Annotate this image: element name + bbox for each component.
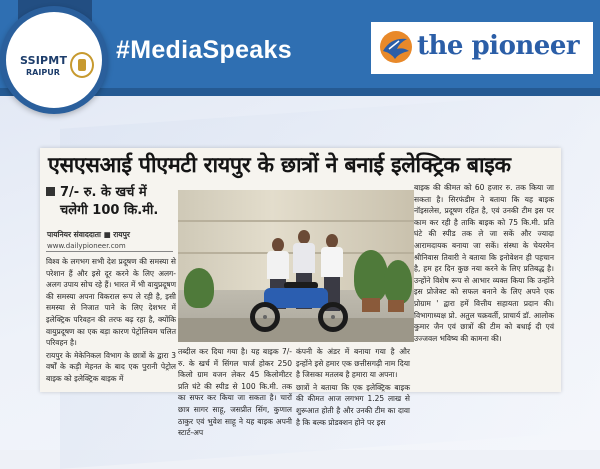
article-column-3 xyxy=(296,346,410,429)
divider xyxy=(46,251,173,252)
paragraph: विश्व के लगभग सभी देश प्रदूषण की समस्या से परेशान हैं और इसे दूर करने के लिए अलग-अलग उपाय सोच रहे हैं। भारत में भी वायुप्रदूषण की समस्या अपना विकराल रूप ले रही है, इसी समस्या से निजात पाने के लिए देशभर में इलेक्ट्रिक परिवहन की तरफ बढ़ रहा है, क्योंकि वायुप्रदूषण का एक बड़ा कारण पेट्रोलियम चलित परिवहन है। xyxy=(46,257,176,348)
pioneer-wordmark: the pioneer xyxy=(417,31,580,61)
floor xyxy=(178,318,414,342)
article-column-2 xyxy=(178,346,292,440)
ssipmt-logo xyxy=(0,6,108,114)
plant xyxy=(384,260,412,304)
paragraph: कंपनी के अंडर में बनाया गया है और इन्होंने इसे हमार एक छत्तीसगढ़ी नाम दिया है जिसका मतलब है हमारा या अपना। xyxy=(296,347,410,380)
article-byline: पायनियर संवाददाता ■ रायपुर xyxy=(47,230,130,239)
article-subhead xyxy=(46,182,172,232)
paragraph: छात्रों ने बताया कि एक इलेक्ट्रिक बाइक की कीमत आज लगभग 1.25 लाख से शुरूआत होती है और उनकी टीम का दावा है कि बल्क प्रोडक्शन होने पर इस xyxy=(296,382,410,427)
article-column-4 xyxy=(414,182,554,345)
square-bullet-icon xyxy=(46,187,55,196)
article-column-1 xyxy=(46,256,176,386)
newspaper-clipping xyxy=(40,148,561,438)
paragraph: रायपुर के मेकेनिकल विभाग के छात्रों के द्वारा 3 वर्षों के कड़ी मेहनत के बाद एक पुरानी पेट्रोल बाइक को इलेक्ट्रिक बाइक में xyxy=(46,350,176,383)
article-url: www.dailypioneer.com xyxy=(47,242,126,250)
bike-wheel xyxy=(318,302,348,332)
article-headline: एसएसआई पीएमटी रायपुर के छात्रों ने बनाई इलेक्ट्रिक बाइक xyxy=(48,153,511,178)
plant xyxy=(184,268,214,308)
subhead-line-1: 7/- रु. के खर्च में xyxy=(60,185,147,200)
article-photo xyxy=(178,190,414,342)
paragraph: तब्दील कर दिया गया है। यह बाइक 7/- रु. के खर्च में सिंगल चार्ज होकर 250 किलो ग्राम वजन लेकर 45 किलोमीटर प्रति घंटे की स्पीड से 100 कि.मी. तक का सफर कर किया जा सकता है। चारों छात्र सागर साहू, जसप्रीत सिंग, कुणाल ठाकुर एवं भुवेश साहू ने यह बाइक अपनी स्टार्ट-अप xyxy=(178,347,292,438)
pioneer-logo xyxy=(371,22,593,74)
logo-name: SSIPMT xyxy=(20,54,68,67)
pioneer-bird-icon xyxy=(377,27,415,67)
emblem-icon xyxy=(70,52,94,78)
media-speaks-hashtag: #MediaSpeaks xyxy=(116,36,292,64)
paragraph: बाइक की कीमत को 60 हजार रु. तक किया जा सकता है। सिरफंडीम ने बताया कि यह बाइक नॉइसलेस, प्रदूषण रहित है, एवं उनकी टीम इस पर काम कर रही है ताकि बाइक को 75 कि.मी. प्रति घंटे की स्पीड तक ले जा सकें और ज्यादा आरामदायक बनाया जा सकें। संस्था के चेयरमेन श्रीनिवास तिवारी ने बताया कि इनोवेशन ही पहचान है, हम हर दिन कुछ नया करने के लिए प्रतिबद्ध है। उन्होंने विशेष रूप से आभार व्यक्त किया कि उन्होंने इस प्रोजेक्ट को सफल बनाने के लिए अपने एक प्रोग्राम ' द्वारा हमें वित्तीय सहायता प्रदान की। विभागाध्यक्ष प्रो. अतुल चक्रवर्ती, प्राचार्य डॉ. आलोक कुमार जैन एवं छात्रों की टीम को बधाई दी एवं उज्जवल भविष्य की कामना की। xyxy=(414,183,554,343)
bike-wheel xyxy=(250,302,280,332)
subhead-line-2: चलेगी 100 कि.मी. xyxy=(60,203,159,218)
plant xyxy=(354,250,388,302)
logo-city: RAIPUR xyxy=(26,68,60,77)
